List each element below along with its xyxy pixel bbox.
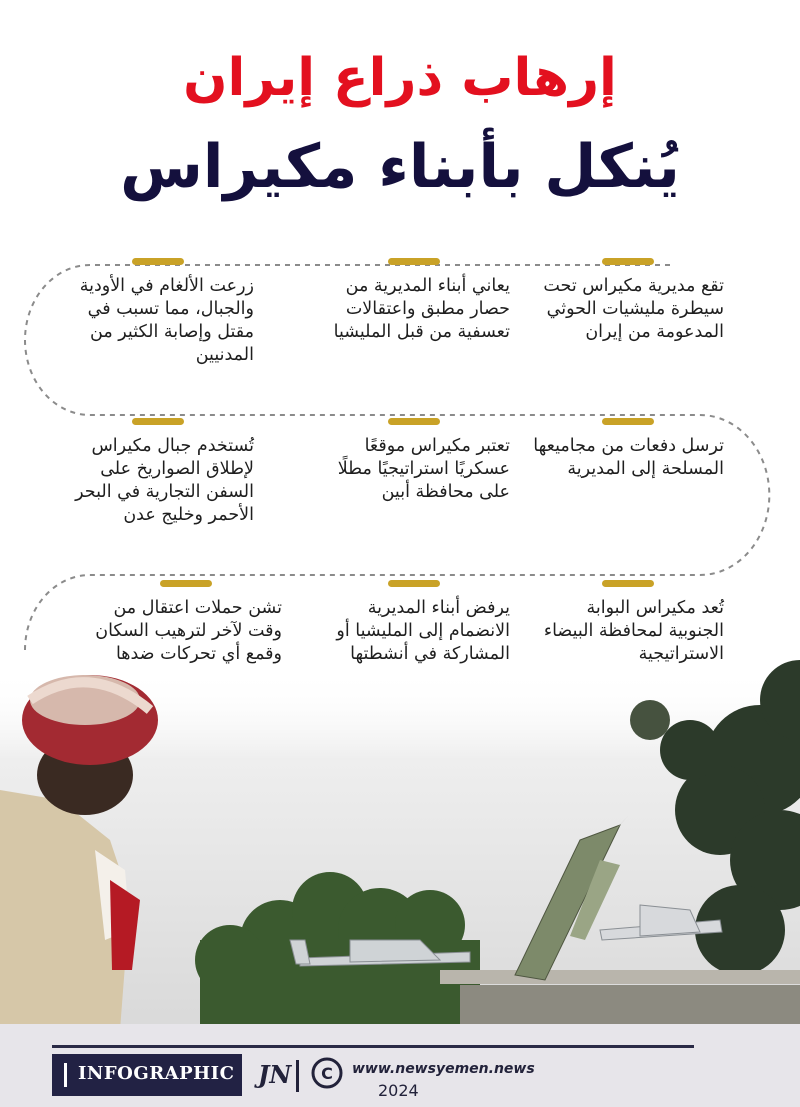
- title-line-2: يُنكل بأبناء مكيراس: [120, 132, 680, 202]
- gold-accent-bar: [602, 418, 654, 425]
- copyright-icon: [310, 1056, 344, 1090]
- fact-text: زرعت الألغام في الأودية والجبال، مما تسبب في مقتل وإصابة الكثير من المدنيين: [79, 276, 254, 365]
- gold-accent-bar: [388, 580, 440, 587]
- svg-text:C: C: [321, 1064, 333, 1083]
- fact-item: [314, 258, 514, 344]
- fact-text: تشن حملات اعتقال من وقت لآخر لترهيب السكان وقمع أي تحركات ضدها: [95, 598, 282, 664]
- brand-logo: JN: [258, 1060, 292, 1089]
- publication-year: 2024: [378, 1081, 419, 1100]
- gold-accent-bar: [132, 258, 184, 265]
- gold-accent-bar: [388, 418, 440, 425]
- fact-item: [528, 258, 728, 344]
- label-accent-bar: [64, 1063, 67, 1087]
- title-line-1: إرهاب ذراع إيران: [183, 48, 617, 108]
- gold-accent-bar: [132, 418, 184, 425]
- footer-divider-line: [52, 1045, 694, 1048]
- footer-separator: [296, 1060, 299, 1092]
- gold-accent-bar: [160, 580, 212, 587]
- fact-item: [528, 418, 728, 481]
- gold-accent-bar: [602, 258, 654, 265]
- photo-scene: [0, 640, 800, 1030]
- fact-text: يرفض أبناء المديرية الانضمام إلى المليشيا أو المشاركة في أنشطتها: [336, 598, 510, 664]
- fact-item: [314, 418, 514, 504]
- infographic-label: INFOGRAPHIC: [78, 1063, 235, 1084]
- fact-text: تعتبر مكيراس موقعًا عسكريًا استراتيجيًا مطلًا على محافظة أبين: [337, 436, 510, 502]
- website-url[interactable]: www.newsyemen.news: [352, 1061, 535, 1077]
- fact-item: [58, 418, 258, 527]
- fact-text: ترسل دفعات من مجاميعها المسلحة إلى المديرية: [533, 436, 724, 479]
- rooftop-ledge: [440, 970, 800, 984]
- fact-text: تُعد مكيراس البوابة الجنوبية لمحافظة البيضاء الاستراتيجية: [543, 598, 724, 664]
- fact-item: [58, 258, 258, 367]
- gold-accent-bar: [388, 258, 440, 265]
- fact-text: تقع مديرية مكيراس تحت سيطرة مليشيات الحوثي المدعومة من إيران: [543, 276, 724, 342]
- fact-text: يعاني أبناء المديرية من حصار مطبق واعتقالات تعسفية من قبل المليشيا: [333, 276, 510, 342]
- infographic-label-box: [52, 1054, 242, 1096]
- fact-text: تُستخدم جبال مكيراس لإطلاق الصواريخ على السفن التجارية في البحر الأحمر وخليج عدن: [75, 436, 254, 525]
- gold-accent-bar: [602, 580, 654, 587]
